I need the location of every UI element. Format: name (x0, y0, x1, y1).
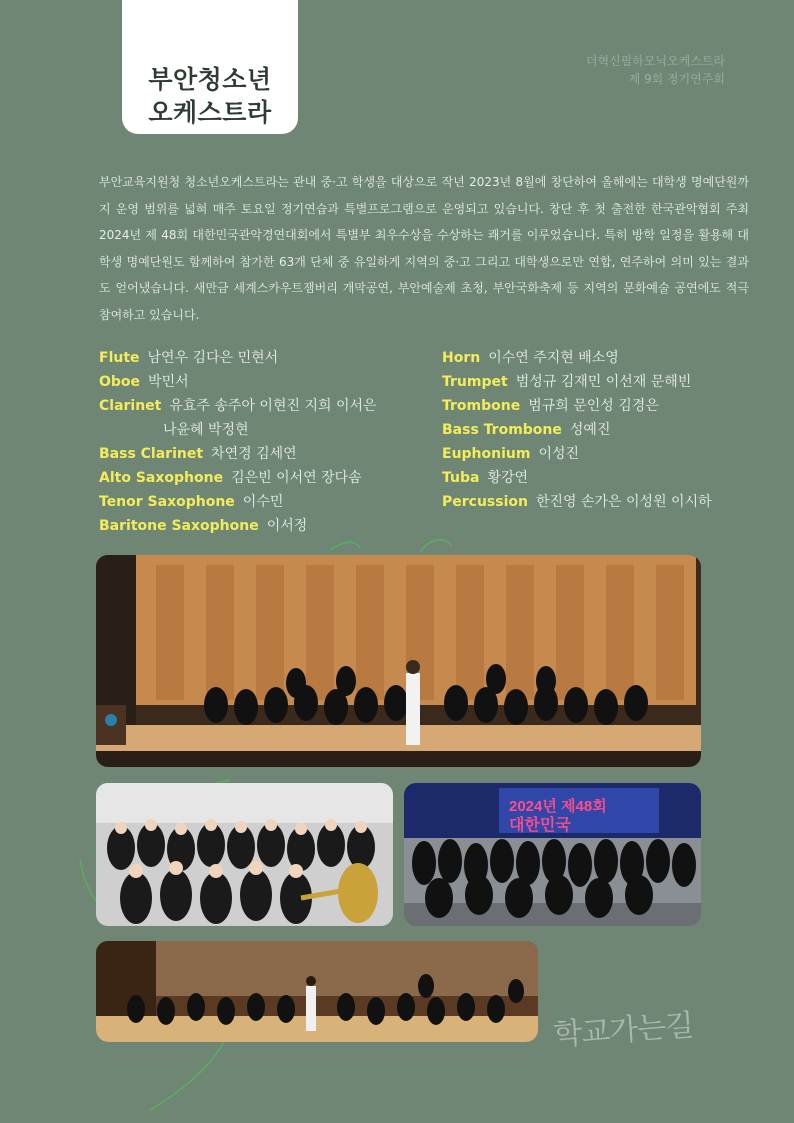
instrument-label: Trombone (442, 398, 521, 414)
member-names: 이수연 주지현 배소영 (488, 350, 619, 366)
roster-row (99, 442, 429, 466)
title-line-2: 오케스트라 (148, 98, 272, 127)
instrument-label: Tuba (442, 470, 480, 486)
member-names: 유효주 송주아 이현진 지희 이서은 (169, 398, 377, 414)
group-photo-hearts (96, 783, 393, 926)
member-names: 차연경 김세연 (211, 446, 297, 462)
instrument-label: Baritone Saxophone (99, 518, 259, 534)
banner-text-name: 대한민국 (509, 817, 571, 834)
member-names: 범규희 문인성 김경은 (528, 398, 659, 414)
rehearsal-photo (96, 941, 538, 1042)
title-card (122, 0, 298, 134)
member-names: 김은빈 이서연 장다솜 (231, 470, 362, 486)
member-names: 이성진 (538, 446, 580, 462)
roster-row (442, 442, 742, 466)
roster-row (442, 466, 742, 490)
concert-series (586, 52, 725, 88)
instrument-label: Flute (99, 350, 140, 366)
instrument-label: Alto Saxophone (99, 470, 224, 486)
roster-row (442, 346, 742, 370)
member-names: 이수민 (242, 494, 284, 510)
intro-paragraph: 부안교육지원청 청소년오케스트라는 관내 중·고 학생을 대상으로 작년 2023년 8월에 창단하여 올해에는 대학생 명예단원까지 운영 범위를 넓혀 매주 토요일 정기연습과 특별프로그램으로 운영되고 있습니다. 창단 후 첫 출전한 한국관악협회 주최 2024년 제 48회 대한민국관악경연대회에서 특별부 최우수상을 수상하는 쾌거를 이루었습니다. 특히 방학 일정을 활용해 대학생 명예단원도 함께하여 참가한 63개 단체 중 유일하게 지역의 중·고 그리고 대학생으로만 연합, 연주하여 의미 있는 결과도 얻어냈습니다. 새만금 세계스카우트잼버리 개막공연, 부안예술제 초청, 부안국화축제 등 지역의 문화예술 공연에도 적극 참여하고 있습니다. (99, 175, 749, 322)
roster-row (99, 514, 429, 538)
member-names: 남연우 김다은 민현서 (147, 350, 279, 366)
roster-row (442, 370, 742, 394)
signature-logo (552, 1000, 695, 1054)
member-names: 범성규 김재민 이선재 문해빈 (515, 374, 692, 390)
member-names: 나윤혜 박정현 (163, 422, 249, 438)
instrument-label: Bass Trombone (442, 422, 562, 438)
roster-row (442, 418, 742, 442)
roster-row (99, 370, 429, 394)
roster-row (442, 394, 742, 418)
banner-text-year: 2024년 제48회 (509, 798, 607, 815)
concert-hall-photo (96, 555, 701, 767)
member-names: 성예진 (569, 422, 611, 438)
instrument-label: Trumpet (442, 374, 508, 390)
instrument-label: Euphonium (442, 446, 531, 462)
roster-row (99, 466, 429, 490)
instrument-label: Bass Clarinet (99, 446, 204, 462)
roster-row (442, 490, 742, 514)
roster-row (99, 418, 429, 442)
instrument-label: Horn (442, 350, 481, 366)
roster-row (99, 346, 429, 370)
roster-right-column (442, 346, 742, 514)
instrument-label: Clarinet (99, 398, 162, 414)
instrument-label: Tenor Saxophone (99, 494, 235, 510)
competition-group-photo (404, 783, 701, 926)
instrument-label: Oboe (99, 374, 141, 390)
roster-row (99, 394, 429, 418)
series-name: 더혁신필하모닉오케스트라 (585, 54, 725, 68)
instrument-label: Percussion (442, 494, 528, 510)
signature-text: 학교가는길 (552, 1008, 695, 1053)
roster-row (99, 490, 429, 514)
member-names: 황강연 (487, 470, 529, 486)
member-names: 박민서 (148, 374, 189, 390)
roster-left-column (99, 346, 429, 538)
concert-number: 제 9회 정기연주회 (628, 72, 725, 86)
member-names: 이서정 (266, 518, 308, 534)
title-line-1: 부안청소년 (148, 65, 272, 94)
member-names: 한진영 손가은 이성원 이시하 (535, 494, 712, 510)
